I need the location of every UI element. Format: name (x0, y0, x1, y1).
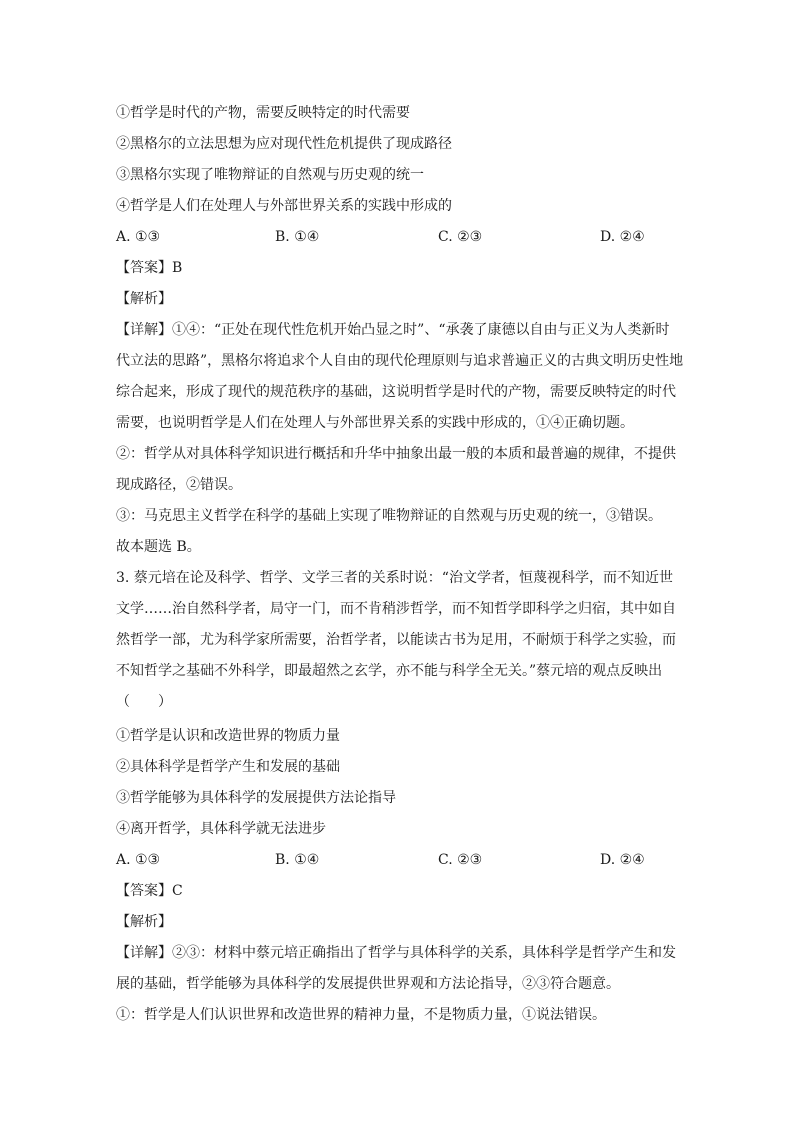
q2-detail-line-1: 【详解】①④：“正处在现代性危机开始凸显之时”、“承袭了康德以自由与正义为人类新时 (116, 322, 670, 338)
q2-conclusion: 故本题选 B。 (116, 539, 201, 555)
q3-detail-line-2: 展的基础，哲学能够为具体科学的发展提供世界观和方法论指导，②③符合题意。 (116, 976, 620, 992)
q3-analysis-heading: 【解析】 (116, 914, 172, 930)
q3-stem-line-2: 文学……治自然科学者，局守一门，而不肯稍涉哲学，而不知哲学即科学之归宿，其中如自 (116, 601, 676, 617)
q2-option-d: D. ②④ (600, 229, 645, 245)
q3-answer: 【答案】C (116, 883, 183, 899)
q3-detail-line-3: ①：哲学是人们认识世界和改造世界的精神力量，不是物质力量，①说法错误。 (116, 1007, 606, 1023)
q3-answer-blank: （ ） (116, 694, 172, 710)
q2-option-c: C. ②③ (438, 229, 483, 245)
q3-statement-4: ④离开哲学，具体科学就无法进步 (116, 821, 326, 837)
q2-statement-1: ①哲学是时代的产物，需要反映特定的时代需要 (116, 105, 410, 121)
q3-stem-line-4: 不知哲学之基础不外科学，即最超然之玄学，亦不能与科学全无关。”蔡元培的观点反映出 (116, 663, 663, 679)
q3-option-a: A. ①③ (116, 852, 161, 868)
q3-option-d: D. ②④ (600, 852, 645, 868)
q2-option-a: A. ①③ (116, 229, 161, 245)
q3-detail-line-1: 【详解】②③：材料中蔡元培正确指出了哲学与具体科学的关系，具体科学是哲学产生和发 (116, 945, 676, 961)
q3-option-b: B. ①④ (275, 852, 320, 868)
q3-statement-2: ②具体科学是哲学产生和发展的基础 (116, 759, 340, 775)
q2-answer: 【答案】B (116, 260, 183, 276)
q2-statement-3: ③黑格尔实现了唯物辩证的自然观与历史观的统一 (116, 167, 424, 183)
q2-detail-line-7: ③：马克思主义哲学在科学的基础上实现了唯物辩证的自然观与历史观的统一，③错误。 (116, 508, 662, 524)
q3-statement-3: ③哲学能够为具体科学的发展提供方法论指导 (116, 790, 396, 806)
q2-detail-line-2: 代立法的思路”，黑格尔将追求个人自由的现代伦理原则与追求普遍正义的古典文明历史性地 (116, 353, 684, 369)
q2-detail-line-5: ②：哲学从对具体科学知识进行概括和升华中抽象出最一般的本质和最普遍的规律，不提供 (116, 446, 676, 462)
q2-detail-line-3: 综合起来，形成了现代的规范秩序的基础，这说明哲学是时代的产物，需要反映特定的时代 (116, 384, 676, 400)
q3-stem-line-1: 3. 蔡元培在论及科学、哲学、文学三者的关系时说：“治文学者，恒蔑视科学，而不知近世 (116, 570, 673, 586)
q2-option-b: B. ①④ (275, 229, 320, 245)
q2-statement-2: ②黑格尔的立法思想为应对现代性危机提供了现成路径 (116, 136, 452, 152)
q2-analysis-heading: 【解析】 (116, 291, 172, 307)
q3-statement-1: ①哲学是认识和改造世界的物质力量 (116, 728, 340, 744)
q3-option-c: C. ②③ (438, 852, 483, 868)
q2-detail-line-4: 需要，也说明哲学是人们在处理人与外部世界关系的实践中形成的，①④正确切题。 (116, 415, 634, 431)
q2-statement-4: ④哲学是人们在处理人与外部世界关系的实践中形成的 (116, 198, 452, 214)
q2-detail-line-6: 现成路径，②错误。 (116, 477, 242, 493)
q3-stem-line-3: 然哲学一部，尤为科学家所需要，治哲学者，以能读古书为足用，不耐烦于科学之实验，而 (116, 632, 676, 648)
